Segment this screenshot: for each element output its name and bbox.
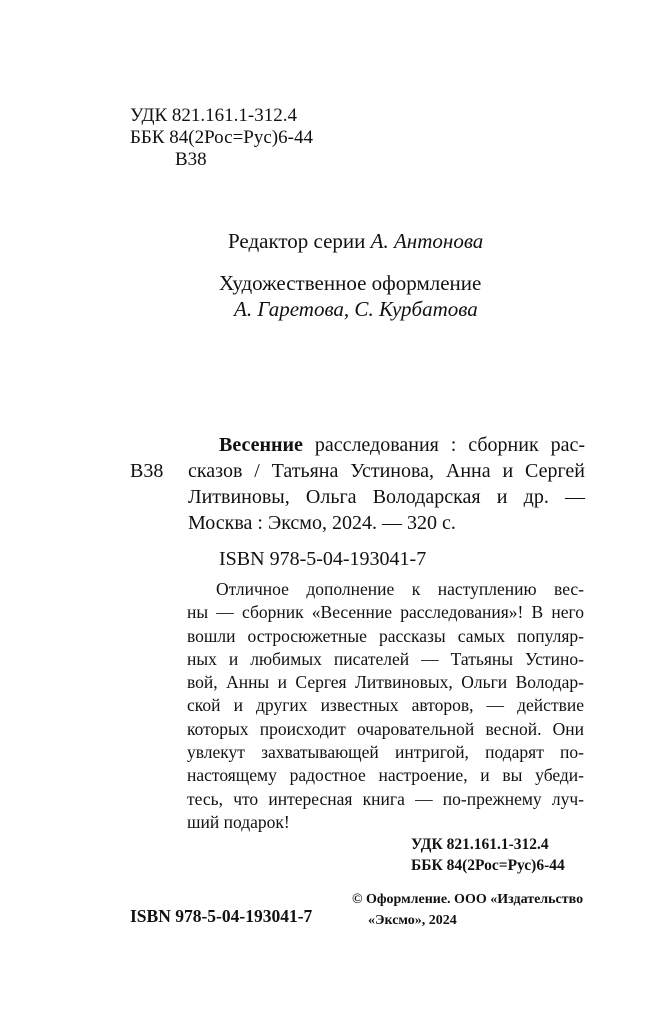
catalog-line-2: сказов / Татьяна Устинова, Анна и Сергей <box>188 460 585 482</box>
annotation-line: ской и других известных авторов, — действие <box>187 695 584 716</box>
annotation-line: вошли остросюжетные рассказы самых популяр- <box>187 625 584 646</box>
catalog-line-4: Москва : Эксмо, 2024. — 320 с. <box>188 512 456 534</box>
author-mark: В38 <box>175 149 207 170</box>
catalog-title-line <box>219 432 585 458</box>
art-design-names: А. Гаретова, С. Курбатова <box>234 297 478 321</box>
annotation-line: ны — сборник «Весенние расследования»! В него <box>187 602 584 623</box>
catalog-line-1: расследования : сборник рас- <box>302 434 585 456</box>
annotation <box>187 578 584 834</box>
footer-isbn: ISBN 978-5-04-193041-7 <box>130 906 313 926</box>
copyright-line-1: © Оформление. ООО «Издательство <box>352 892 584 907</box>
series-editor-label: Редактор серии <box>228 229 366 253</box>
series-editor <box>228 228 483 254</box>
bottom-bbk-code: ББК 84(2Рос=Рус)6-44 <box>411 857 565 874</box>
annotation-line: Отличное дополнение к наступлению вес- <box>216 579 584 599</box>
catalog-isbn: ISBN 978-5-04-193041-7 <box>219 548 427 570</box>
catalog-author-mark: В38 <box>130 460 164 482</box>
annotation-line: увлекут захватывающей интригой, подарят по- <box>187 742 584 763</box>
annotation-line: ных и любимых писателей — Татьяны Устино- <box>187 648 584 669</box>
series-editor-name: А. Антонова <box>370 229 484 253</box>
annotation-line: которых происходит очаровательной весной. Они <box>187 718 584 739</box>
bottom-udk-code: УДК 821.161.1-312.4 <box>411 836 549 853</box>
catalog-line-3: Литвиновы, Ольга Володарская и др. — <box>188 486 585 508</box>
annotation-line: вой, Анны и Сергея Литвиновых, Ольги Володар- <box>187 672 584 693</box>
udk-code: УДК 821.161.1-312.4 <box>130 105 297 126</box>
copyright-line-2: «Эксмо», 2024 <box>368 913 457 928</box>
catalog-title-bold: Весенние <box>219 434 303 456</box>
annotation-line: тесь, что интересная книга — по-прежнему луч- <box>187 788 584 809</box>
annotation-line: настоящему радостное настроение, и вы убеди- <box>187 765 584 786</box>
art-design-label: Художественное оформление <box>219 271 482 295</box>
bbk-code: ББК 84(2Рос=Рус)6-44 <box>130 127 313 148</box>
annotation-line: ший подарок! <box>187 811 290 832</box>
